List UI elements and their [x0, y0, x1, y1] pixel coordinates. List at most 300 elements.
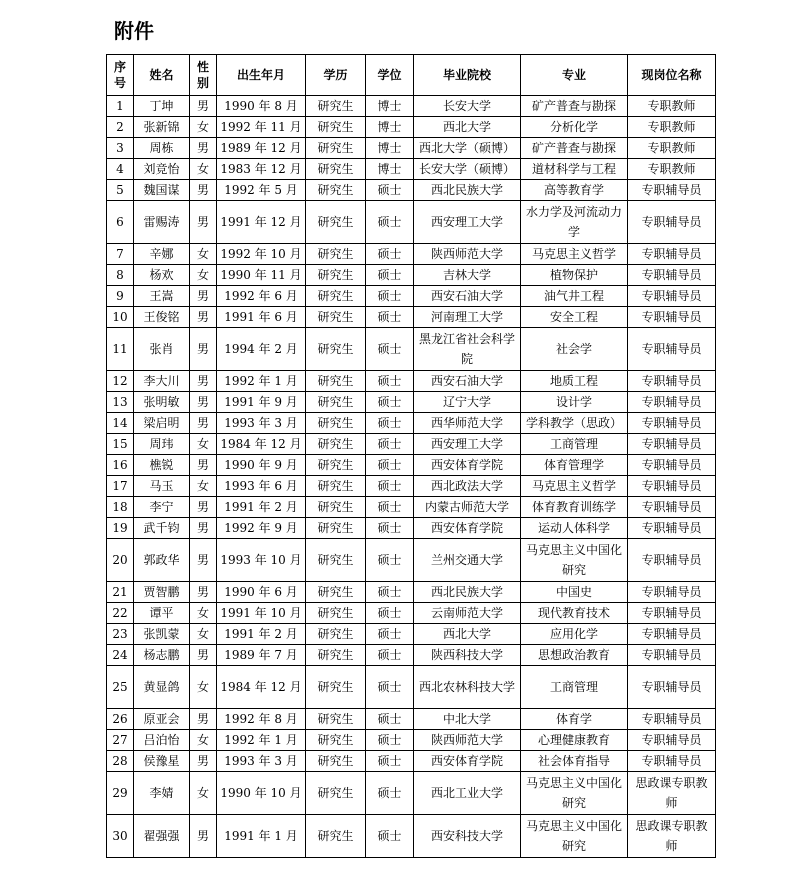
cell-school: 陕西师范大学 — [414, 730, 521, 751]
cell-birth: 1992 年 5 月 — [217, 180, 306, 201]
cell-education: 研究生 — [306, 434, 366, 455]
cell-name: 李宁 — [134, 497, 190, 518]
cell-gender: 女 — [190, 666, 217, 709]
cell-gender: 女 — [190, 244, 217, 265]
cell-school: 河南理工大学 — [414, 307, 521, 328]
cell-education: 研究生 — [306, 751, 366, 772]
cell-major: 工商管理 — [521, 434, 628, 455]
cell-position: 专职辅导员 — [628, 582, 716, 603]
table-row — [107, 201, 716, 244]
cell-degree: 硕士 — [366, 265, 414, 286]
cell-name: 武千钧 — [134, 518, 190, 539]
cell-education: 研究生 — [306, 392, 366, 413]
cell-position: 专职辅导员 — [628, 645, 716, 666]
cell-gender: 女 — [190, 476, 217, 497]
cell-birth: 1990 年 8 月 — [217, 96, 306, 117]
cell-position: 专职辅导员 — [628, 624, 716, 645]
cell-birth: 1989 年 7 月 — [217, 645, 306, 666]
table-row — [107, 772, 716, 815]
cell-major: 现代教育技术 — [521, 603, 628, 624]
cell-name: 马玉 — [134, 476, 190, 497]
cell-position: 专职辅导员 — [628, 539, 716, 582]
table-row — [107, 434, 716, 455]
cell-name: 侯豫星 — [134, 751, 190, 772]
header-gender: 性 别 — [190, 55, 217, 96]
cell-gender: 男 — [190, 518, 217, 539]
cell-school: 陕西科技大学 — [414, 645, 521, 666]
cell-name: 魏国谋 — [134, 180, 190, 201]
cell-degree: 硕士 — [366, 392, 414, 413]
cell-major: 马克思主义哲学 — [521, 476, 628, 497]
cell-position: 专职教师 — [628, 117, 716, 138]
cell-gender: 男 — [190, 180, 217, 201]
cell-degree: 硕士 — [366, 666, 414, 709]
cell-major: 思想政治教育 — [521, 645, 628, 666]
table-row — [107, 582, 716, 603]
cell-education: 研究生 — [306, 455, 366, 476]
cell-birth: 1991 年 9 月 — [217, 392, 306, 413]
cell-major: 水力学及河流动力学 — [521, 201, 628, 244]
cell-education: 研究生 — [306, 518, 366, 539]
cell-gender: 男 — [190, 455, 217, 476]
cell-degree: 硕士 — [366, 413, 414, 434]
cell-gender: 男 — [190, 645, 217, 666]
cell-birth: 1993 年 3 月 — [217, 751, 306, 772]
header-name: 姓名 — [134, 55, 190, 96]
cell-index: 18 — [107, 497, 134, 518]
cell-education: 研究生 — [306, 307, 366, 328]
cell-birth: 1992 年 8 月 — [217, 709, 306, 730]
cell-school: 吉林大学 — [414, 265, 521, 286]
cell-gender: 男 — [190, 328, 217, 371]
cell-gender: 女 — [190, 624, 217, 645]
cell-position: 专职辅导员 — [628, 730, 716, 751]
cell-index: 1 — [107, 96, 134, 117]
cell-school: 西北民族大学 — [414, 180, 521, 201]
header-position: 现岗位名称 — [628, 55, 716, 96]
cell-birth: 1989 年 12 月 — [217, 138, 306, 159]
cell-school: 西安理工大学 — [414, 201, 521, 244]
cell-degree: 博士 — [366, 159, 414, 180]
cell-name: 李婧 — [134, 772, 190, 815]
table-row — [107, 455, 716, 476]
header-birth: 出生年月 — [217, 55, 306, 96]
cell-gender: 男 — [190, 413, 217, 434]
cell-index: 5 — [107, 180, 134, 201]
cell-school: 西北农林科技大学 — [414, 666, 521, 709]
cell-position: 专职辅导员 — [628, 307, 716, 328]
cell-name: 杨志鹏 — [134, 645, 190, 666]
cell-degree: 硕士 — [366, 180, 414, 201]
cell-education: 研究生 — [306, 117, 366, 138]
cell-gender: 男 — [190, 815, 217, 858]
cell-school: 陕西师范大学 — [414, 244, 521, 265]
cell-birth: 1990 年 11 月 — [217, 265, 306, 286]
cell-gender: 男 — [190, 96, 217, 117]
table-row — [107, 328, 716, 371]
cell-birth: 1992 年 11 月 — [217, 117, 306, 138]
cell-position: 专职辅导员 — [628, 497, 716, 518]
cell-degree: 硕士 — [366, 455, 414, 476]
cell-index: 30 — [107, 815, 134, 858]
cell-school: 西安石油大学 — [414, 371, 521, 392]
table-row — [107, 286, 716, 307]
cell-gender: 男 — [190, 286, 217, 307]
cell-index: 29 — [107, 772, 134, 815]
cell-degree: 硕士 — [366, 815, 414, 858]
cell-index: 24 — [107, 645, 134, 666]
cell-name: 刘竞怡 — [134, 159, 190, 180]
cell-degree: 硕士 — [366, 476, 414, 497]
cell-index: 13 — [107, 392, 134, 413]
cell-position: 专职教师 — [628, 138, 716, 159]
cell-school: 长安大学（硕博） — [414, 159, 521, 180]
cell-gender: 女 — [190, 265, 217, 286]
cell-name: 张新锦 — [134, 117, 190, 138]
cell-index: 8 — [107, 265, 134, 286]
header-major: 专业 — [521, 55, 628, 96]
table-row — [107, 645, 716, 666]
cell-major: 体育管理学 — [521, 455, 628, 476]
cell-index: 10 — [107, 307, 134, 328]
cell-name: 梁启明 — [134, 413, 190, 434]
cell-birth: 1993 年 6 月 — [217, 476, 306, 497]
cell-major: 高等教育学 — [521, 180, 628, 201]
cell-index: 11 — [107, 328, 134, 371]
cell-position: 专职辅导员 — [628, 434, 716, 455]
table-row — [107, 709, 716, 730]
cell-position: 专职辅导员 — [628, 392, 716, 413]
cell-index: 28 — [107, 751, 134, 772]
cell-name: 杨欢 — [134, 265, 190, 286]
cell-degree: 硕士 — [366, 772, 414, 815]
cell-birth: 1983 年 12 月 — [217, 159, 306, 180]
cell-birth: 1990 年 10 月 — [217, 772, 306, 815]
cell-degree: 硕士 — [366, 603, 414, 624]
cell-birth: 1991 年 6 月 — [217, 307, 306, 328]
cell-major: 分析化学 — [521, 117, 628, 138]
cell-school: 云南师范大学 — [414, 603, 521, 624]
cell-index: 6 — [107, 201, 134, 244]
table-row — [107, 244, 716, 265]
cell-gender: 男 — [190, 497, 217, 518]
cell-name: 原亚会 — [134, 709, 190, 730]
table-row — [107, 117, 716, 138]
cell-birth: 1992 年 1 月 — [217, 371, 306, 392]
header-degree: 学位 — [366, 55, 414, 96]
cell-degree: 博士 — [366, 138, 414, 159]
cell-gender: 男 — [190, 751, 217, 772]
cell-degree: 硕士 — [366, 730, 414, 751]
cell-school: 西华师范大学 — [414, 413, 521, 434]
cell-index: 25 — [107, 666, 134, 709]
cell-school: 兰州交通大学 — [414, 539, 521, 582]
cell-name: 王嵩 — [134, 286, 190, 307]
table-row — [107, 539, 716, 582]
cell-index: 14 — [107, 413, 134, 434]
cell-birth: 1992 年 9 月 — [217, 518, 306, 539]
cell-education: 研究生 — [306, 815, 366, 858]
cell-major: 学科教学（思政） — [521, 413, 628, 434]
cell-degree: 硕士 — [366, 244, 414, 265]
cell-gender: 男 — [190, 709, 217, 730]
cell-position: 专职辅导员 — [628, 180, 716, 201]
cell-school: 西安体育学院 — [414, 518, 521, 539]
cell-degree: 硕士 — [366, 645, 414, 666]
cell-school: 西安石油大学 — [414, 286, 521, 307]
cell-birth: 1990 年 6 月 — [217, 582, 306, 603]
cell-school: 西北大学（硕博） — [414, 138, 521, 159]
cell-position: 思政课专职教师 — [628, 815, 716, 858]
cell-gender: 男 — [190, 392, 217, 413]
cell-major: 安全工程 — [521, 307, 628, 328]
cell-school: 西安体育学院 — [414, 455, 521, 476]
cell-birth: 1992 年 6 月 — [217, 286, 306, 307]
table-row — [107, 518, 716, 539]
cell-index: 17 — [107, 476, 134, 497]
cell-school: 西北工业大学 — [414, 772, 521, 815]
cell-position: 专职辅导员 — [628, 286, 716, 307]
cell-index: 4 — [107, 159, 134, 180]
cell-major: 社会体育指导 — [521, 751, 628, 772]
cell-major: 体育学 — [521, 709, 628, 730]
cell-name: 张明敏 — [134, 392, 190, 413]
cell-degree: 硕士 — [366, 371, 414, 392]
cell-index: 22 — [107, 603, 134, 624]
cell-education: 研究生 — [306, 138, 366, 159]
cell-education: 研究生 — [306, 286, 366, 307]
cell-education: 研究生 — [306, 244, 366, 265]
cell-degree: 硕士 — [366, 497, 414, 518]
cell-education: 研究生 — [306, 666, 366, 709]
cell-birth: 1991 年 1 月 — [217, 815, 306, 858]
cell-degree: 博士 — [366, 96, 414, 117]
cell-major: 马克思主义中国化研究 — [521, 772, 628, 815]
cell-birth: 1991 年 2 月 — [217, 624, 306, 645]
cell-birth: 1991 年 10 月 — [217, 603, 306, 624]
cell-index: 19 — [107, 518, 134, 539]
table-row — [107, 624, 716, 645]
cell-education: 研究生 — [306, 624, 366, 645]
table-row — [107, 138, 716, 159]
cell-gender: 女 — [190, 603, 217, 624]
cell-index: 15 — [107, 434, 134, 455]
cell-index: 7 — [107, 244, 134, 265]
table-row — [107, 497, 716, 518]
cell-education: 研究生 — [306, 603, 366, 624]
cell-major: 马克思主义中国化研究 — [521, 539, 628, 582]
table-row — [107, 730, 716, 751]
cell-birth: 1984 年 12 月 — [217, 666, 306, 709]
cell-major: 体育教育训练学 — [521, 497, 628, 518]
cell-index: 27 — [107, 730, 134, 751]
cell-education: 研究生 — [306, 371, 366, 392]
table-row — [107, 96, 716, 117]
cell-degree: 硕士 — [366, 624, 414, 645]
cell-major: 工商管理 — [521, 666, 628, 709]
cell-degree: 硕士 — [366, 518, 414, 539]
cell-name: 樵锐 — [134, 455, 190, 476]
cell-position: 专职辅导员 — [628, 709, 716, 730]
cell-gender: 男 — [190, 371, 217, 392]
cell-school: 西安理工大学 — [414, 434, 521, 455]
cell-major: 矿产普查与勘探 — [521, 96, 628, 117]
table-row — [107, 413, 716, 434]
cell-major: 心理健康教育 — [521, 730, 628, 751]
cell-school: 西北政法大学 — [414, 476, 521, 497]
cell-index: 21 — [107, 582, 134, 603]
cell-education: 研究生 — [306, 96, 366, 117]
cell-birth: 1992 年 10 月 — [217, 244, 306, 265]
table-row — [107, 476, 716, 497]
cell-birth: 1994 年 2 月 — [217, 328, 306, 371]
cell-name: 王俊铭 — [134, 307, 190, 328]
cell-birth: 1984 年 12 月 — [217, 434, 306, 455]
document-title: 附件 — [114, 19, 154, 43]
cell-gender: 女 — [190, 434, 217, 455]
cell-birth: 1991 年 2 月 — [217, 497, 306, 518]
cell-education: 研究生 — [306, 265, 366, 286]
cell-gender: 男 — [190, 307, 217, 328]
cell-name: 吕泊怡 — [134, 730, 190, 751]
cell-position: 专职辅导员 — [628, 666, 716, 709]
cell-major: 植物保护 — [521, 265, 628, 286]
cell-name: 谭平 — [134, 603, 190, 624]
cell-position: 专职辅导员 — [628, 751, 716, 772]
cell-major: 应用化学 — [521, 624, 628, 645]
cell-education: 研究生 — [306, 539, 366, 582]
cell-index: 16 — [107, 455, 134, 476]
cell-education: 研究生 — [306, 413, 366, 434]
cell-position: 专职辅导员 — [628, 244, 716, 265]
cell-position: 专职辅导员 — [628, 455, 716, 476]
cell-gender: 男 — [190, 539, 217, 582]
cell-name: 雷赐涛 — [134, 201, 190, 244]
table-row — [107, 180, 716, 201]
cell-major: 中国史 — [521, 582, 628, 603]
cell-name: 张凯蒙 — [134, 624, 190, 645]
cell-name: 郭政华 — [134, 539, 190, 582]
cell-position: 专职教师 — [628, 159, 716, 180]
cell-name: 黄显鸽 — [134, 666, 190, 709]
cell-name: 李大川 — [134, 371, 190, 392]
cell-degree: 硕士 — [366, 434, 414, 455]
cell-degree: 硕士 — [366, 286, 414, 307]
cell-position: 专职教师 — [628, 96, 716, 117]
cell-gender: 女 — [190, 730, 217, 751]
cell-gender: 女 — [190, 117, 217, 138]
cell-major: 社会学 — [521, 328, 628, 371]
table-row — [107, 815, 716, 858]
cell-major: 设计学 — [521, 392, 628, 413]
cell-name: 周玮 — [134, 434, 190, 455]
cell-index: 9 — [107, 286, 134, 307]
cell-birth: 1991 年 12 月 — [217, 201, 306, 244]
cell-degree: 硕士 — [366, 307, 414, 328]
cell-school: 内蒙古师范大学 — [414, 497, 521, 518]
header-education: 学历 — [306, 55, 366, 96]
cell-name: 辛娜 — [134, 244, 190, 265]
cell-degree: 硕士 — [366, 328, 414, 371]
cell-position: 专职辅导员 — [628, 371, 716, 392]
cell-education: 研究生 — [306, 180, 366, 201]
cell-gender: 女 — [190, 159, 217, 180]
table-row — [107, 666, 716, 709]
cell-education: 研究生 — [306, 709, 366, 730]
cell-degree: 硕士 — [366, 751, 414, 772]
cell-birth: 1993 年 10 月 — [217, 539, 306, 582]
cell-birth: 1992 年 1 月 — [217, 730, 306, 751]
cell-gender: 男 — [190, 582, 217, 603]
cell-name: 周栋 — [134, 138, 190, 159]
cell-degree: 硕士 — [366, 201, 414, 244]
cell-school: 中北大学 — [414, 709, 521, 730]
cell-education: 研究生 — [306, 730, 366, 751]
cell-education: 研究生 — [306, 328, 366, 371]
cell-degree: 硕士 — [366, 582, 414, 603]
cell-gender: 男 — [190, 201, 217, 244]
cell-education: 研究生 — [306, 497, 366, 518]
cell-major: 地质工程 — [521, 371, 628, 392]
staff-table — [106, 54, 716, 858]
cell-position: 专职辅导员 — [628, 328, 716, 371]
cell-school: 西北大学 — [414, 624, 521, 645]
cell-education: 研究生 — [306, 159, 366, 180]
table-row — [107, 603, 716, 624]
cell-degree: 硕士 — [366, 709, 414, 730]
cell-index: 20 — [107, 539, 134, 582]
cell-position: 专职辅导员 — [628, 413, 716, 434]
cell-index: 12 — [107, 371, 134, 392]
cell-school: 西北大学 — [414, 117, 521, 138]
table-row — [107, 265, 716, 286]
cell-position: 专职辅导员 — [628, 201, 716, 244]
cell-position: 专职辅导员 — [628, 265, 716, 286]
cell-major: 运动人体科学 — [521, 518, 628, 539]
cell-index: 26 — [107, 709, 134, 730]
cell-position: 思政课专职教师 — [628, 772, 716, 815]
cell-name: 翟强强 — [134, 815, 190, 858]
cell-education: 研究生 — [306, 582, 366, 603]
cell-name: 张肖 — [134, 328, 190, 371]
cell-major: 矿产普查与勘探 — [521, 138, 628, 159]
cell-school: 长安大学 — [414, 96, 521, 117]
cell-index: 2 — [107, 117, 134, 138]
cell-position: 专职辅导员 — [628, 518, 716, 539]
cell-gender: 女 — [190, 772, 217, 815]
cell-degree: 硕士 — [366, 539, 414, 582]
cell-major: 马克思主义哲学 — [521, 244, 628, 265]
cell-major: 马克思主义中国化研究 — [521, 815, 628, 858]
cell-birth: 1993 年 3 月 — [217, 413, 306, 434]
table-row — [107, 307, 716, 328]
cell-name: 丁坤 — [134, 96, 190, 117]
cell-education: 研究生 — [306, 476, 366, 497]
cell-major: 油气井工程 — [521, 286, 628, 307]
cell-education: 研究生 — [306, 201, 366, 244]
cell-index: 3 — [107, 138, 134, 159]
cell-major: 道材科学与工程 — [521, 159, 628, 180]
cell-school: 西安科技大学 — [414, 815, 521, 858]
header-index: 序 号 — [107, 55, 134, 96]
cell-position: 专职辅导员 — [628, 603, 716, 624]
table-row — [107, 371, 716, 392]
table-row — [107, 392, 716, 413]
table-header-row — [107, 55, 716, 96]
cell-name: 贾智鹏 — [134, 582, 190, 603]
cell-school: 西安体育学院 — [414, 751, 521, 772]
table-row — [107, 159, 716, 180]
